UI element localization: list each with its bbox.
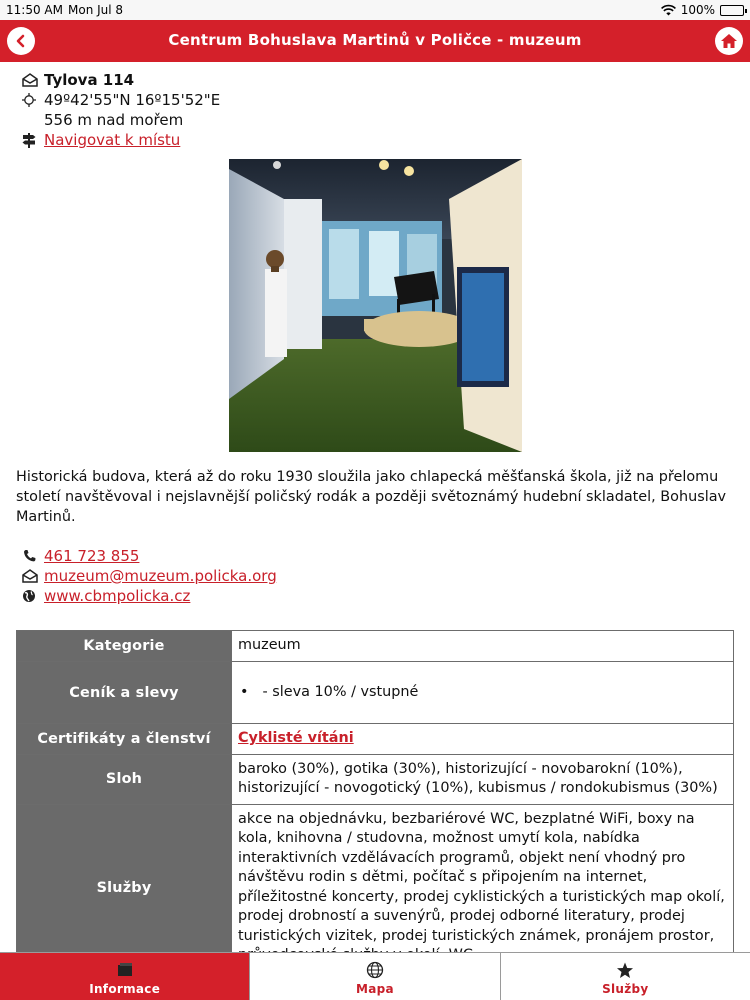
table-row bbox=[17, 631, 734, 662]
description: Historická budova, která až do roku 1930 sloužila jako chlapecká měšťanská škola, již na přelomu století navštěvoval i nejslavnější poličský rodák a později světoznámý hudební skladatel, Bohuslav Martinů. bbox=[16, 469, 727, 525]
contacts bbox=[22, 546, 277, 606]
home-icon bbox=[720, 33, 738, 49]
tab-map[interactable] bbox=[250, 953, 500, 1000]
table-row bbox=[17, 662, 734, 724]
globe-icon bbox=[22, 589, 36, 603]
address-line bbox=[22, 70, 220, 90]
table-row bbox=[17, 724, 734, 755]
tab-bar bbox=[0, 952, 750, 1000]
battery-icon bbox=[720, 5, 744, 16]
navigate-line bbox=[22, 130, 220, 150]
globe-icon bbox=[366, 961, 384, 979]
phone-icon bbox=[22, 549, 38, 563]
status-bar bbox=[0, 0, 750, 20]
crosshair-icon bbox=[22, 93, 36, 107]
email-line bbox=[22, 566, 277, 586]
battery-percent: 100% bbox=[680, 3, 715, 17]
prices-label: Ceník a slevy bbox=[17, 662, 232, 724]
altitude: 556 m nad mořem bbox=[44, 111, 184, 129]
website-link[interactable]: www.cbmpolicka.cz bbox=[44, 587, 191, 605]
detail-content[interactable] bbox=[0, 62, 750, 952]
table-row bbox=[17, 754, 734, 804]
status-time: 11:50 AM bbox=[6, 3, 63, 17]
services-value: akce na objednávku, bezbariérové WC, bezplatné WiFi, boxy na kola, knihovna / studovna, možnost umytí kola, nabídka interaktivních vzdělávacích programů, objekt není vhodný pro návštěvu rodin s dětmi, počítač s připojením na internet, příležitostné koncerty, prodej cyklistických a turistických map okolí, prodej drobností a suvenýrů, prodej odborné literatury, prodej turistických vizitek, prodej turistických známek, pronájem prostor, bbox=[232, 804, 734, 971]
navigation-bar bbox=[0, 20, 750, 62]
tab-services-label: Služby bbox=[602, 982, 649, 996]
properties-table bbox=[16, 630, 734, 972]
status-date: Mon Jul 8 bbox=[68, 3, 124, 17]
certificates-label: Certifikáty a členství bbox=[17, 724, 232, 755]
navigate-link[interactable]: Navigovat k místu bbox=[44, 131, 181, 149]
page-title: Centrum Bohuslava Martinů v Poličce - muzeum bbox=[168, 31, 582, 49]
gps-coordinates: 49º42'55"N 16º15'52"E bbox=[44, 91, 221, 109]
signpost-icon bbox=[22, 133, 36, 148]
museum-photo bbox=[229, 159, 522, 452]
prices-item: • - sleva 10% / vstupné bbox=[238, 683, 727, 703]
phone-link[interactable]: 461 723 855 bbox=[44, 547, 140, 565]
address-street: Tylova 114 bbox=[44, 71, 135, 89]
tab-services[interactable] bbox=[501, 953, 750, 1000]
style-label: Sloh bbox=[17, 754, 232, 804]
wifi-icon bbox=[661, 5, 676, 16]
tab-information-label: Informace bbox=[89, 982, 161, 996]
email-link[interactable]: muzeum@muzeum.policka.org bbox=[44, 567, 277, 585]
phone-line bbox=[22, 546, 277, 566]
style-value: baroko (30%), gotika (30%), historizující - novobarokní (10%), historizující - novogotický (10%), kubismus / rondokubismus (30%) bbox=[232, 754, 734, 804]
tab-information[interactable] bbox=[0, 953, 250, 1000]
certificate-link[interactable]: Cyklisté vítáni bbox=[238, 730, 354, 746]
altitude-line bbox=[22, 110, 220, 130]
home-button[interactable] bbox=[715, 27, 743, 55]
location-info bbox=[22, 70, 220, 150]
status-right bbox=[661, 3, 744, 17]
tab-map-label: Mapa bbox=[356, 982, 394, 996]
category-label: Kategorie bbox=[17, 631, 232, 662]
table-row bbox=[17, 804, 734, 971]
info-book-icon bbox=[116, 962, 134, 978]
chevron-left-icon bbox=[14, 34, 28, 48]
coordinates-line bbox=[22, 90, 220, 110]
star-icon bbox=[616, 962, 634, 979]
certificates-value bbox=[232, 724, 734, 755]
back-button[interactable] bbox=[7, 27, 35, 55]
prices-value bbox=[232, 662, 734, 724]
envelope-open-icon bbox=[22, 569, 38, 583]
envelope-open-icon bbox=[22, 73, 38, 87]
web-line bbox=[22, 586, 277, 606]
category-value: muzeum bbox=[232, 631, 734, 662]
services-label: Služby bbox=[17, 804, 232, 971]
